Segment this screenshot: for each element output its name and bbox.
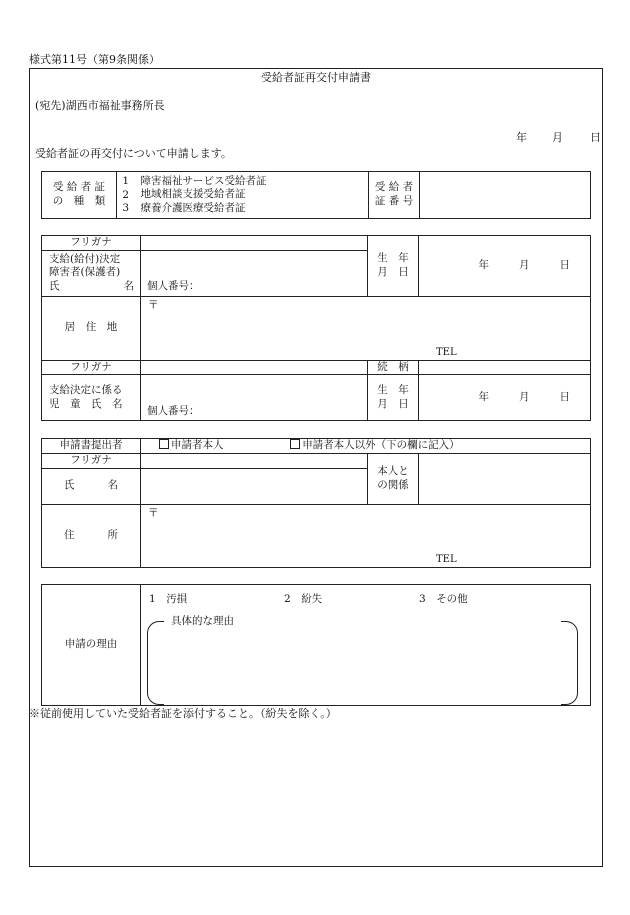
applicant-furigana-label: フリガナ — [42, 236, 141, 251]
applicant-personal-number-label: 個人番号： — [147, 280, 200, 292]
date-year-label: 年 — [516, 131, 527, 144]
certificate-type-label: 受 給 者 証 の 種 類 — [42, 172, 117, 219]
addressee: (宛先)湖西市福祉事務所長 — [35, 99, 165, 112]
submitter-furigana-label: フリガナ — [42, 454, 141, 469]
submitter-self-checkbox[interactable]: 申請者本人 — [159, 439, 224, 451]
submitter-tel-label: TEL — [436, 553, 457, 565]
submitter-table — [41, 438, 591, 568]
certificate-option[interactable]: 療養介護医療受給者証 — [140, 201, 246, 214]
reason-detail-field[interactable] — [165, 631, 565, 695]
child-name-label: 支給決定に係る 児 童 氏 名 — [42, 375, 141, 421]
certificate-option-list — [135, 172, 369, 219]
applicant-address-label: 居 住 地 — [42, 296, 141, 360]
child-personal-number-label: 個人番号： — [147, 404, 200, 417]
submitter-label: 申請書提出者 — [42, 439, 141, 454]
submitter-postal-mark: 〒 — [148, 506, 159, 519]
applicant-postal-mark: 〒 — [148, 298, 159, 311]
submitter-relation-label: 本人と の関係 — [368, 454, 419, 505]
child-relation-field[interactable] — [419, 360, 591, 375]
reason-bracket-left — [147, 621, 164, 705]
intro-text: 受給者証の再交付について申請します。 — [35, 147, 232, 160]
applicant-birthdate-field[interactable]: 年 月 日 — [419, 236, 591, 297]
certificate-option-numbers: 1 2 3 — [117, 172, 135, 219]
child-name-field[interactable] — [141, 375, 368, 421]
checkbox-icon — [290, 439, 300, 449]
child-birthdate-field[interactable]: 年 月 日 — [419, 375, 591, 421]
certificate-number-label: 受 給 者 証 番 号 — [369, 172, 420, 219]
child-birth-label: 生 年 月 日 — [368, 375, 419, 421]
child-relation-label: 続 柄 — [368, 360, 419, 375]
certificate-option[interactable]: 地域相談支援受給者証 — [140, 188, 246, 201]
applicant-name-label: 支給(給付)決定 障害者(保護者) 氏 名 — [42, 250, 141, 296]
reason-table — [41, 584, 591, 706]
applicant-furigana-field[interactable] — [141, 236, 368, 251]
applicant-table — [41, 235, 591, 421]
reason-label: 申請の理由 — [42, 585, 141, 706]
form-number: 様式第11号（第9条関係） — [29, 53, 160, 66]
reason-option-1[interactable]: 1 汚損 — [149, 593, 188, 605]
date-day-label: 日 — [590, 131, 601, 144]
applicant-name-field[interactable] — [141, 250, 368, 296]
certificate-option[interactable]: 障害福祉サービス受給者証 — [140, 174, 267, 187]
checkbox-icon — [159, 439, 169, 449]
submitter-name-label: 氏 名 — [42, 468, 141, 504]
date-month-label: 月 — [552, 131, 563, 144]
submitter-options — [141, 439, 591, 454]
form-title: 受給者証再交付申請書 — [261, 71, 371, 84]
applicant-address-field[interactable] — [141, 296, 591, 360]
certificate-type-table — [41, 171, 591, 219]
submitter-other-checkbox[interactable]: 申請者本人以外（下の欄に記入） — [290, 439, 460, 451]
applicant-tel-label: TEL — [436, 346, 457, 358]
reason-option-3[interactable]: 3 その他 — [419, 593, 468, 605]
reason-detail-label: 具体的な理由 — [171, 615, 234, 627]
reason-option-2[interactable]: 2 紛失 — [284, 593, 323, 605]
submitter-name-field[interactable] — [141, 468, 368, 504]
submitter-address-label: 住 所 — [42, 504, 141, 567]
child-furigana-field[interactable] — [141, 360, 368, 375]
attachment-note: ※従前使用していた受給者証を添付すること。（紛失を除く。） — [29, 707, 337, 720]
submitter-address-field[interactable] — [141, 504, 591, 567]
reason-field — [141, 585, 591, 706]
child-furigana-label: フリガナ — [42, 360, 141, 375]
applicant-birth-label: 生 年 月 日 — [368, 236, 419, 297]
submitter-furigana-field[interactable] — [141, 454, 368, 469]
certificate-number-field[interactable] — [420, 172, 591, 219]
submitter-relation-field[interactable] — [419, 454, 591, 505]
